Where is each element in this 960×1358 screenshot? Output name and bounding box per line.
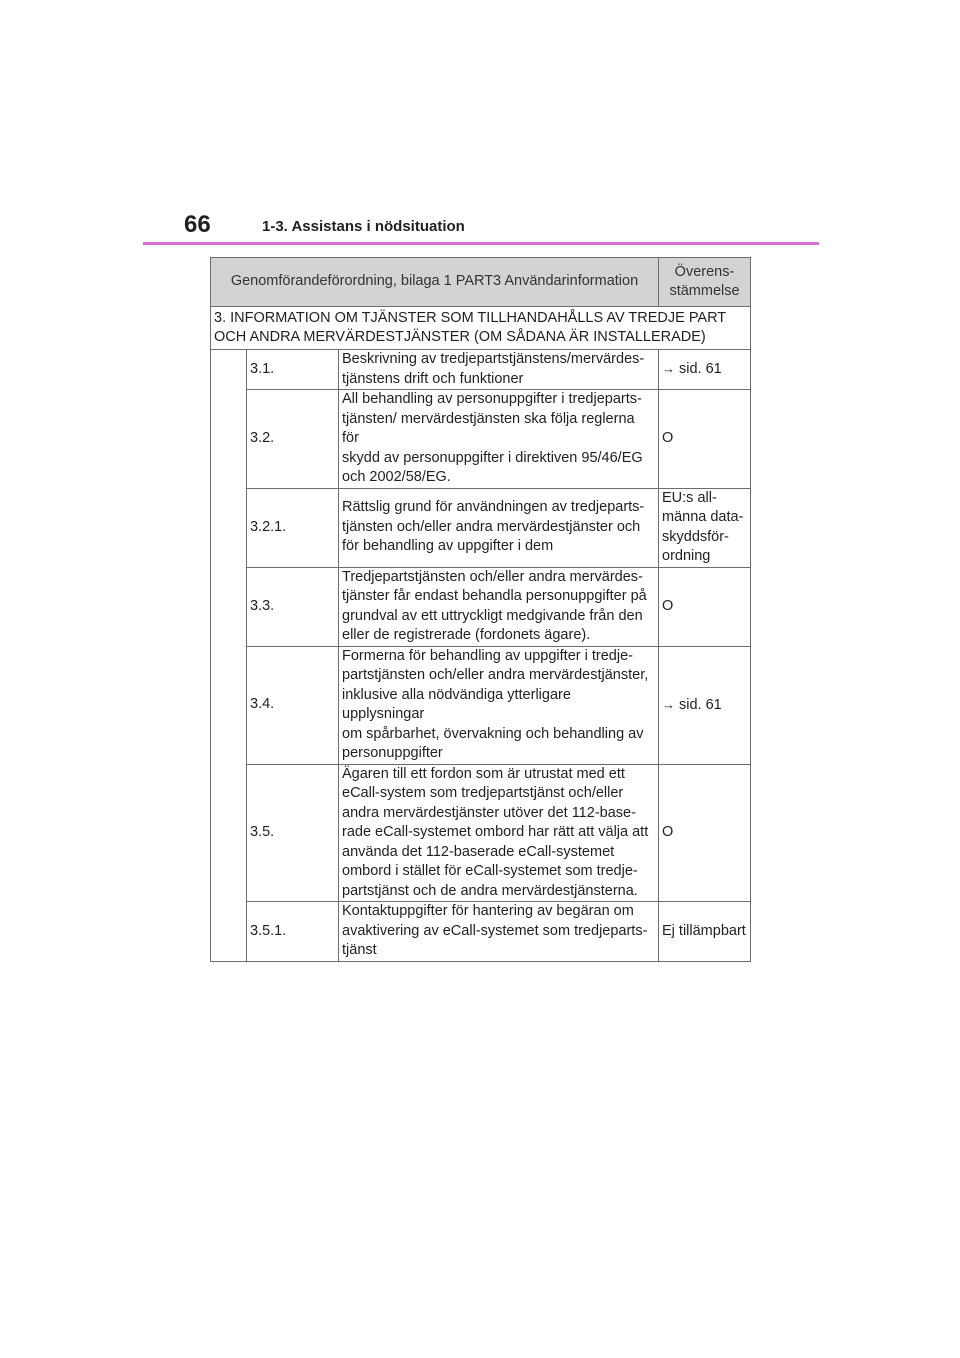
table-row	[211, 567, 751, 646]
row-number: 3.5.1.	[247, 902, 339, 962]
row-compliance	[659, 567, 751, 646]
row-number: 3.5.	[247, 764, 339, 902]
table-body	[211, 307, 751, 962]
row-compliance-text: O	[662, 430, 674, 446]
row-compliance	[659, 764, 751, 902]
section-heading: 3. INFORMATION OM TJÄNSTER SOM TILLHANDAHÅLLS AV TREDJE PART OCH ANDRA MERVÄRDESTJÄNSTER (OM SÅDANA ÄR INSTALLERADE)	[211, 307, 751, 350]
row-number: 3.2.1.	[247, 488, 339, 567]
arrow-right-icon: →	[662, 696, 675, 712]
row-description: Tredjepartstjänsten och/eller andra mervärdes- tjänster får endast behandla personuppgifter på grundval av ett uttryckligt medgivande från den eller de registrerade (fordonets ägare).	[339, 567, 659, 646]
row-number: 3.3.	[247, 567, 339, 646]
row-number: 3.2.	[247, 390, 339, 489]
table-row	[211, 488, 751, 567]
table-row	[211, 902, 751, 962]
row-description: Rättslig grund för användningen av tredjeparts- tjänsten och/eller andra mervärdestjänster och för behandling av uppgifter i dem	[339, 488, 659, 567]
row-description: Ägaren till ett fordon som är utrustat med ett eCall-system som tredjepartstjänst och/eller andra mervärdestjänster utöver det 112-base- rade eCall-systemet ombord har rätt att välja att använda det 112-baserade eCall-systemet ombord i stället för eCall-systemet som tredje- partstjänst och de andra mervärdestjänsterna.	[339, 764, 659, 902]
row-description: All behandling av personuppgifter i tredjeparts- tjänsten/ mervärdestjänsten ska följa reglerna för skydd av personuppgifter i direktiven 95/46/EG och 2002/58/EG.	[339, 390, 659, 489]
arrow-right-icon: →	[662, 361, 675, 377]
section-heading-row	[211, 307, 751, 350]
page-number: 66	[184, 211, 211, 238]
row-compliance	[659, 902, 751, 962]
column-header-requirement: Genomförandeförordning, bilaga 1 PART3 Användarinformation	[211, 258, 659, 307]
row-compliance	[659, 646, 751, 764]
column-header-compliance: Överens- stämmelse	[659, 258, 751, 307]
table-row	[211, 646, 751, 764]
section-title: 1-3. Assistans i nödsituation	[262, 218, 465, 235]
row-compliance	[659, 488, 751, 567]
row-compliance	[659, 350, 751, 390]
row-compliance	[659, 390, 751, 489]
table-header-row	[211, 258, 751, 307]
row-description: Beskrivning av tredjepartstjänstens/mervärdes- tjänstens drift och funktioner	[339, 350, 659, 390]
row-compliance-text: O	[662, 824, 674, 840]
row-compliance-text: sid. 61	[679, 361, 722, 378]
header-rule	[143, 242, 819, 245]
table-row	[211, 350, 751, 390]
row-compliance-text: EU:s all- männa data- skyddsför- ordning	[662, 489, 744, 564]
row-compliance-text: sid. 61	[679, 696, 722, 713]
indent-cell	[211, 350, 247, 962]
row-number: 3.4.	[247, 646, 339, 764]
row-description: Formerna för behandling av uppgifter i tredje- partstjänsten och/eller andra mervärdestjänster, inklusive alla nödvändiga ytterligare upplysningar om spårbarhet, övervakning och behandling av personuppgifter	[339, 646, 659, 764]
row-compliance-text: O	[662, 597, 674, 614]
row-description: Kontaktuppgifter för hantering av begäran om avaktivering av eCall-systemet som tredjeparts- tjänst	[339, 902, 659, 962]
table-row	[211, 390, 751, 489]
row-compliance-text: Ej tillämpbart	[662, 922, 746, 939]
table-row	[211, 764, 751, 902]
row-number: 3.1.	[247, 350, 339, 390]
compliance-table	[210, 257, 751, 962]
